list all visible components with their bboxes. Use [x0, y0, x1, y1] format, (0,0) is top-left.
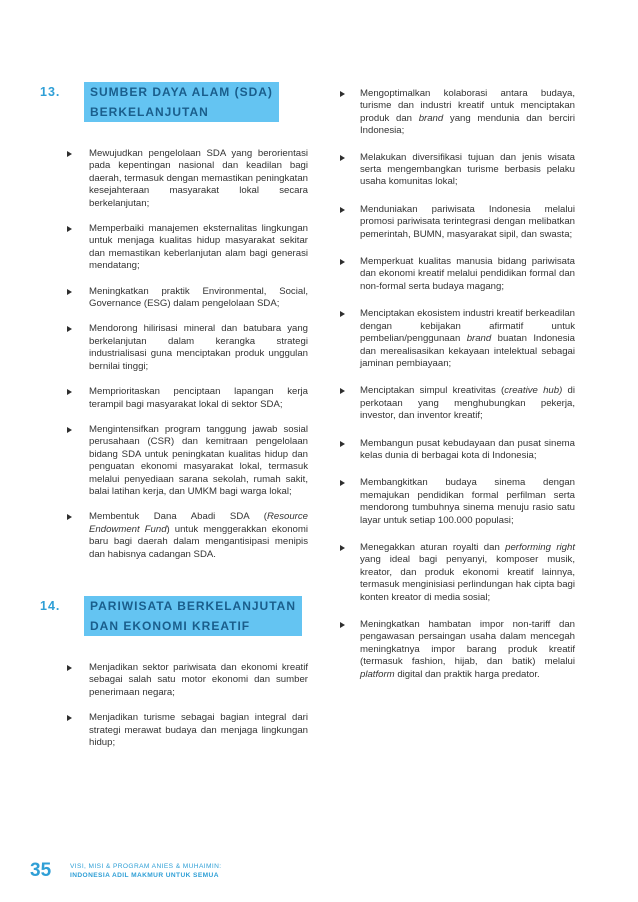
list-item: Meningkatkan praktik Environmental, Social, Governance (ESG) dalam pengelolaan SDA; — [64, 286, 308, 311]
footer-title — [70, 862, 330, 880]
list-item: Memperkuat kualitas manusia bidang pariwisata dan ekonomi kreatif melalui pendidikan formal dan non-formal serta budaya magang; — [345, 256, 575, 293]
page-number: 35 — [30, 860, 52, 881]
left-column — [40, 82, 308, 762]
section-13-title-line2: BERKELANJUTAN — [90, 105, 209, 119]
list-item: Mewujudkan pengelolaan SDA yang berorientasi pada kepentingan nasional dan keadilan bagi daerah, termasuk dengan memastikan peningkatan kesejahteraan masyarakat lokal secara berkelanjutan; — [64, 148, 308, 210]
bullet-arrow-icon — [67, 427, 72, 433]
footer-line2: INDONESIA ADIL MAKMUR UNTUK SEMUA — [70, 872, 219, 879]
bullet-arrow-icon — [340, 480, 345, 486]
section-13-number: 13. — [40, 85, 61, 99]
section-14-number: 14. — [40, 598, 61, 613]
list-item: Membangkitkan budaya sinema dengan memajukan pendidikan formal perfilman serta mendorong tumbuhnya sinema menuju rasio satu layar untuk setiap 100.000 populasi; — [345, 477, 575, 527]
section-14-title — [84, 596, 302, 636]
bullet-arrow-icon — [340, 388, 345, 394]
bullet-arrow-icon — [67, 151, 72, 157]
list-item: Mengintensifkan program tanggung jawab sosial perusahaan (CSR) dan kemitraan pengelolaan bidang SDA untuk peningkatan kualitas hidup dan penguatan ekonomi masyarakat lokal, termasuk melalui penyediaan sarana sekolah, rumah sakit, balai latihan kerja, dan UMKM bagi warga lokal; — [64, 424, 308, 498]
section-13-title-line1: SUMBER DAYA ALAM (SDA) — [90, 85, 273, 99]
section-13-header — [40, 82, 308, 122]
bullet-arrow-icon — [67, 326, 72, 332]
bullet-arrow-icon — [67, 289, 72, 295]
list-item: Menjadikan turisme sebagai bagian integral dari strategi merawat budaya dan menjaga lingkungan hidup; — [64, 712, 308, 749]
bullet-arrow-icon — [340, 155, 345, 161]
bullet-arrow-icon — [340, 545, 345, 551]
right-column — [345, 88, 575, 694]
list-item: Mendorong hilirisasi mineral dan batubara yang berkelanjutan dalam kerangka strategi industrialisasi guna menciptakan produk unggulan bernilai tinggi; — [64, 323, 308, 373]
list-item: Menduniakan pariwisata Indonesia melalui promosi pariwisata terintegrasi dengan melibatkan pemerintah, BUMN, masyarakat sipil, dan swasta; — [345, 204, 575, 241]
bullet-arrow-icon — [67, 715, 72, 721]
list-item: Melakukan diversifikasi tujuan dan jenis wisata serta mengembangkan turisme berbasis pelaku usaha komunitas lokal; — [345, 152, 575, 189]
section-14-list-left — [64, 662, 308, 749]
list-item: Membentuk Dana Abadi SDA (Resource Endowment Fund) untuk menggerakkan ekonomi baru bagi daerah dalam mengantisipasi menipis dan habisnya cadangan SDA. — [64, 511, 308, 561]
section-14-title-line2: DAN EKONOMI KREATIF — [90, 618, 251, 633]
footer-line1: VISI, MISI & PROGRAM ANIES & MUHAIMIN: — [70, 863, 222, 870]
list-item: Meningkatkan hambatan impor non-tariff dan pengawasan persaingan usaha dalam mencegah meningkatnya impor barang produk kreatif (termasuk fashion, hijab, dan batik) melalui platform digital dan praktik harga predator. — [345, 619, 575, 681]
list-item: Menjadikan sektor pariwisata dan ekonomi kreatif sebagai salah satu motor ekonomi dan sumber penerimaan negara; — [64, 662, 308, 699]
bullet-arrow-icon — [340, 311, 345, 317]
bullet-arrow-icon — [67, 389, 72, 395]
bullet-arrow-icon — [67, 226, 72, 232]
section-14-title-line1: PARIWISATA BERKELANJUTAN — [90, 598, 296, 613]
bullet-arrow-icon — [67, 514, 72, 520]
list-item: Memprioritaskan penciptaan lapangan kerja terampil bagi masyarakat lokal di sektor SDA; — [64, 386, 308, 411]
section-13-list — [64, 148, 308, 561]
list-item: Membangun pusat kebudayaan dan pusat sinema kelas dunia di berbagai kota di Indonesia; — [345, 438, 575, 463]
list-item: Menegakkan aturan royalti dan performing right yang ideal bagi penyanyi, komposer musik, kreator, dan produk ekonomi kreatif lainnya, termasuk menginisiasi perlindungan hak cipta bagi konten kreator di media sosial; — [345, 542, 575, 604]
bullet-arrow-icon — [340, 441, 345, 447]
bullet-arrow-icon — [67, 665, 72, 671]
section-13-title — [84, 82, 279, 122]
section-14-list-right — [345, 88, 575, 681]
bullet-arrow-icon — [340, 207, 345, 213]
list-item: Menciptakan ekosistem industri kreatif berkeadilan dengan kebijakan afirmatif untuk pembelian/penggunaan brand buatan Indonesia dan merealisasikan kekayaan intelektual sebagai jaminan pembiayaan; — [345, 308, 575, 370]
section-14-header — [40, 596, 308, 636]
bullet-arrow-icon — [340, 91, 345, 97]
bullet-arrow-icon — [340, 259, 345, 265]
list-item: Menciptakan simpul kreativitas (creative hub) di perkotaan yang menghubungkan pekerja, investor, dan inventor kreatif; — [345, 385, 575, 422]
list-item: Mengoptimalkan kolaborasi antara budaya, turisme dan industri kreatif untuk menciptakan produk dan brand yang mendunia dan berciri Indonesia; — [345, 88, 575, 138]
list-item: Memperbaiki manajemen eksternalitas lingkungan untuk menjaga kualitas hidup masyarakat sekitar dan memastikan keberlanjutan alam bagi generasi mendatang; — [64, 223, 308, 273]
bullet-arrow-icon — [340, 622, 345, 628]
